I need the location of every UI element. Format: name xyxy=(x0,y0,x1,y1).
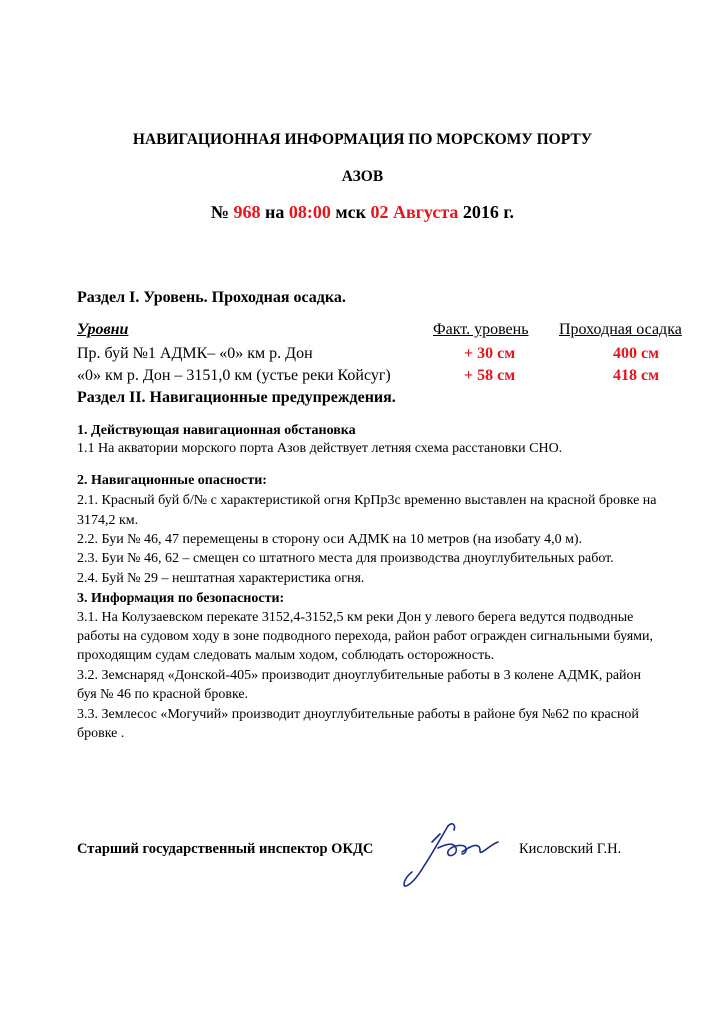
sub3-title: 3. Информация по безопасности: xyxy=(77,591,285,606)
bulletin-time: 08:00 xyxy=(288,202,331,222)
list-item: 2.2. Буи № 46, 47 перемещены в сторону оси АДМК на 10 метров (на изобату 4,0 м). xyxy=(77,532,583,547)
bulletin-number-line xyxy=(0,202,725,223)
section2-title: Раздел II. Навигационные предупреждения. xyxy=(77,389,396,406)
signer-name: Кисловский Г.Н. xyxy=(519,841,622,857)
section1-title: Раздел I. Уровень. Проходная осадка. xyxy=(77,289,346,306)
page-title: НАВИГАЦИОННАЯ ИНФОРМАЦИЯ ПО МОРСКОМУ ПОРТУ xyxy=(132,131,593,148)
bulletin-number: 968 xyxy=(233,202,261,222)
list-item: буя № 46 по красной бровке. xyxy=(77,687,249,702)
sub1-title: 1. Действующая навигационная обстановка xyxy=(77,423,356,438)
list-item: 2.1. Красный буй б/№ с характеристикой огня КрПр3с временно выставлен на красной бровке на xyxy=(77,493,657,508)
list-item: 3.3. Землесос «Могучий» производит дноуглубительные работы в районе буя №62 по красной xyxy=(77,707,639,722)
row2-actual: + 58 см xyxy=(464,367,516,384)
at-word: на xyxy=(265,202,285,222)
col-draft-header: Проходная осадка xyxy=(559,321,682,338)
bulletin-year: 2016 г. xyxy=(462,202,515,222)
row1-location: Пр. буй №1 АДМК– «0» км р. Дон xyxy=(77,345,313,362)
signature-icon xyxy=(398,818,503,892)
timezone: мск xyxy=(335,202,367,222)
port-name: АЗОВ xyxy=(341,168,384,185)
signer-position: Старший государственный инспектор ОКДС xyxy=(77,841,374,857)
list-item: 1.1 На акватории морского порта Азов действует летняя схема расстановки СНО. xyxy=(77,441,563,456)
list-item: 3.1. На Колузаевском перекате 3152,4-3152,5 км реки Дон у левого берега ведутся подводные xyxy=(77,610,634,625)
row1-actual: + 30 см xyxy=(464,345,516,362)
list-item: 3174,2 км. xyxy=(77,513,139,528)
col-actual-header: Факт. уровень xyxy=(433,321,529,338)
row1-draft: 400 см xyxy=(613,345,659,362)
list-item: 3.2. Земснаряд «Донской-405» производит дноуглубительные работы в 3 колене АДМК, район xyxy=(77,668,642,683)
bulletin-date: 02 Августа xyxy=(370,202,459,222)
number-prefix: № xyxy=(210,202,230,222)
row2-draft: 418 см xyxy=(613,367,659,384)
col-levels-header: Уровни xyxy=(77,321,129,338)
row2-location: «0» км р. Дон – 3151,0 км (устье реки Койсуг) xyxy=(77,367,391,384)
sub2-title: 2. Навигационные опасности: xyxy=(77,473,267,488)
list-item: проходящим судам следовать малым ходом, соблюдать осторожность. xyxy=(77,648,495,663)
list-item: 2.3. Буи № 46, 62 – смещен со штатного места для производства дноуглубительных работ. xyxy=(77,551,614,566)
list-item: бровке . xyxy=(77,726,125,741)
list-item: работы на судовом ходу в зоне подводного перехода, район работ огражден сигнальными буями, xyxy=(77,629,654,644)
list-item: 2.4. Буй № 29 – нештатная характеристика огня. xyxy=(77,571,365,586)
